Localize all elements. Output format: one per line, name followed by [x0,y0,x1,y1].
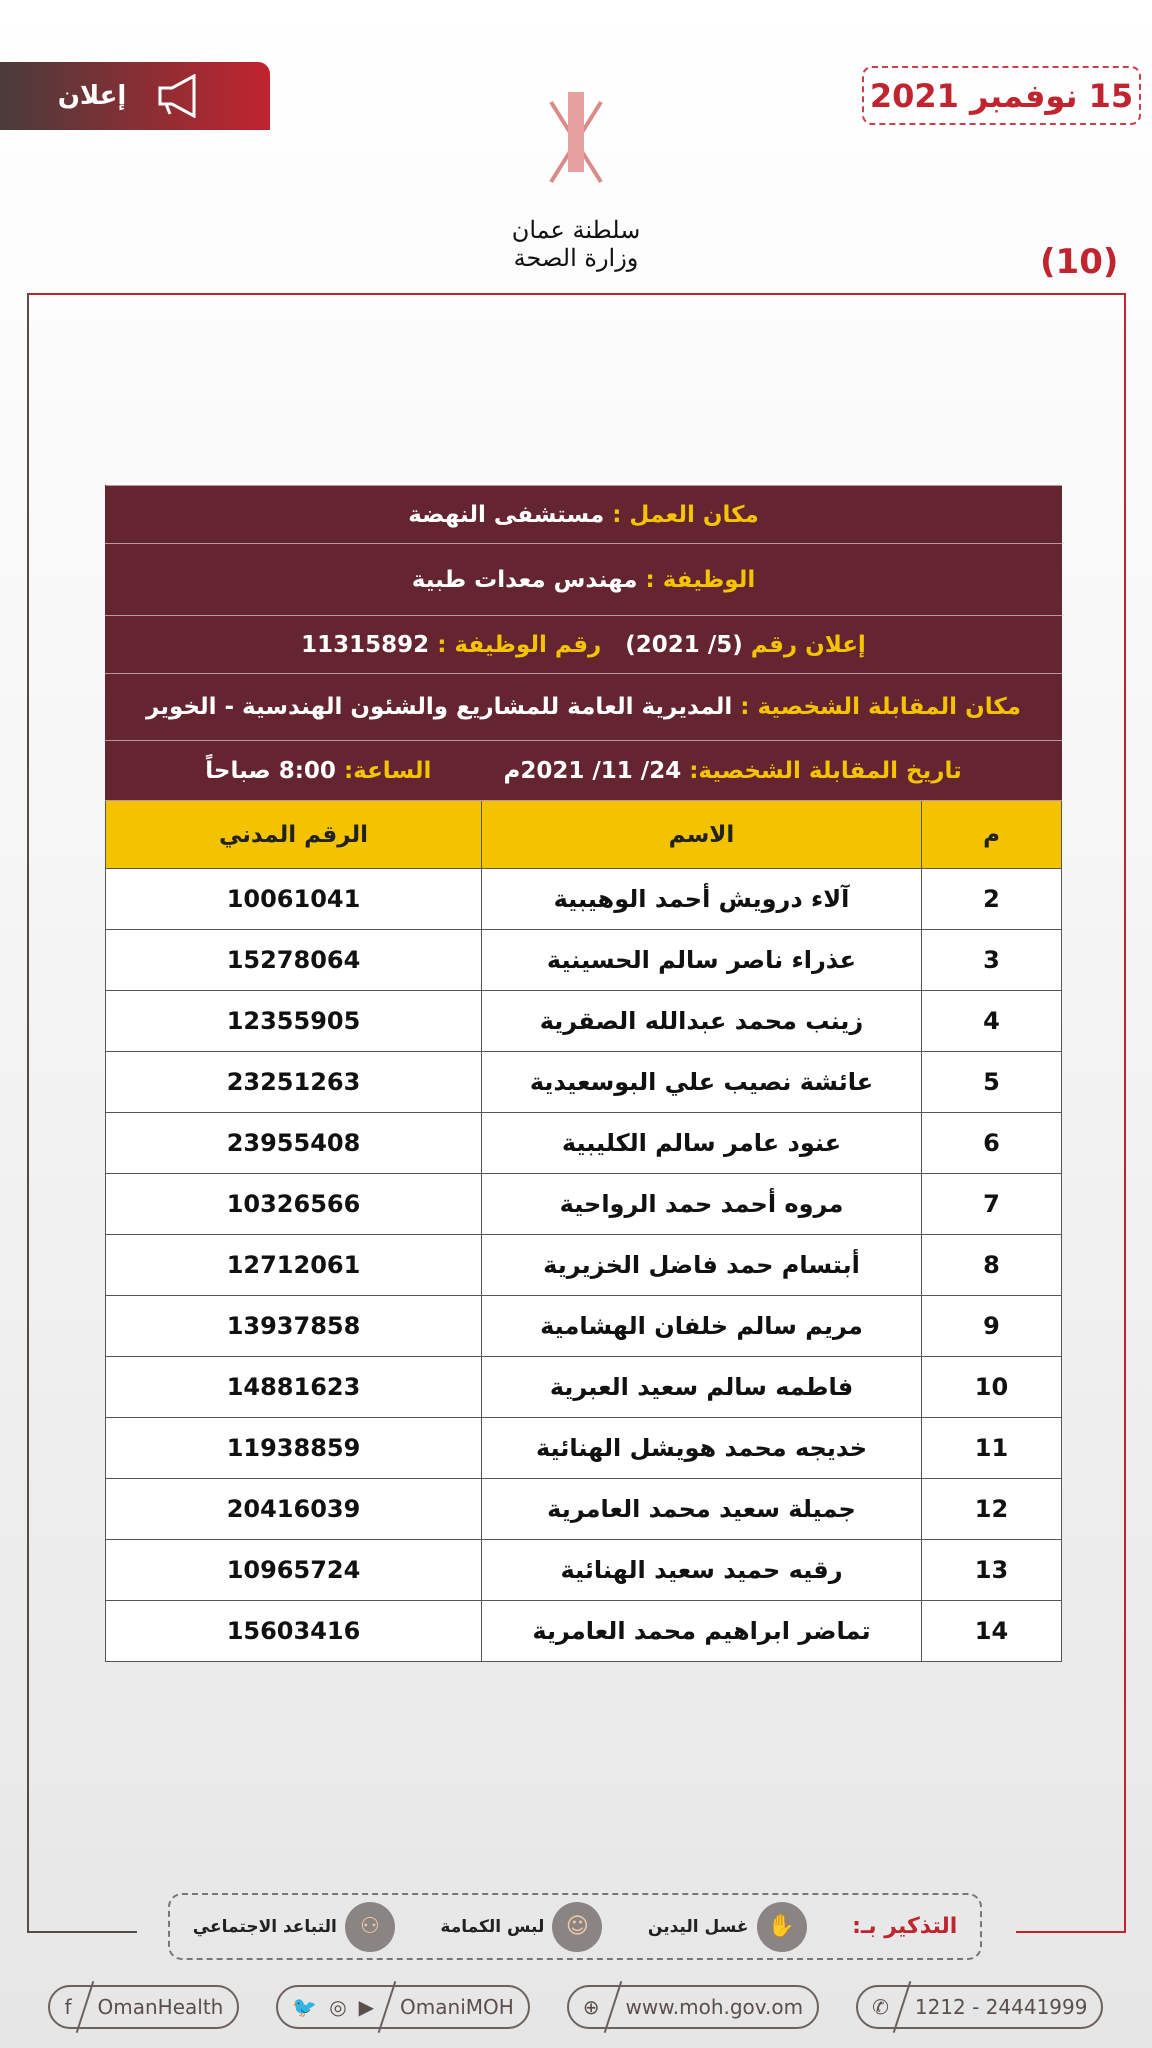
reminder-handwash [648,1902,807,1952]
cell-name: مروه أحمد حمد الرواحية [482,1174,922,1235]
facebook-link[interactable] [48,1985,239,2029]
twitter-icon: 🐦 [292,1995,318,2019]
phone-link[interactable] [856,1985,1103,2029]
cell-id: 10965724 [106,1540,482,1601]
cell-id: 23955408 [106,1113,482,1174]
cell-no: 12 [922,1479,1062,1540]
cell-name: آلاء درويش أحمد الوهيبية [482,869,922,930]
table-row [106,1113,1062,1174]
value: 24/ 11/ 2021م [503,757,682,784]
ministry-logo [486,62,666,272]
frame-divider [27,1931,137,1933]
table-row [106,1357,1062,1418]
cell-name: عنود عامر سالم الكليبية [482,1113,922,1174]
table-row [106,1174,1062,1235]
cell-id: 14881623 [106,1357,482,1418]
label: الوظيفة : [645,566,756,593]
value: المديرية العامة للمشاريع والشئون الهندسية - الخوير [146,694,733,720]
reminder-label: غسل اليدين [647,1916,749,1937]
reminder-distancing [193,1902,395,1952]
cell-no: 8 [922,1235,1062,1296]
cell-id: 15603416 [106,1601,482,1662]
label: مكان العمل : [612,501,759,528]
cell-id: 12712061 [106,1235,482,1296]
cell-id: 23251263 [106,1052,482,1113]
cell-no: 9 [922,1296,1062,1357]
ministry-line1: سلطنة عمان [511,216,641,244]
website-link[interactable] [567,1985,819,2029]
reminder-label: لبس الكمامة [440,1916,545,1937]
label: إعلان رقم [750,631,866,658]
phone-icon: ✆ [872,1995,889,2019]
handwash-icon: ✋ [757,1902,807,1952]
cell-no: 4 [922,991,1062,1052]
cell-id: 11938859 [106,1418,482,1479]
label: مكان المقابلة الشخصية : [740,694,1021,720]
value: مستشفى النهضة [408,501,605,528]
cell-name: عذراء ناصر سالم الحسينية [482,930,922,991]
announcement-row [106,616,1062,674]
oman-emblem-icon [486,62,666,212]
cell-no: 3 [922,930,1062,991]
cell-name: عائشة نصيب علي البوسعيدية [482,1052,922,1113]
instagram-icon: ◎ [329,1995,347,2019]
cell-no: 13 [922,1540,1062,1601]
social-handle: OmaniMOH [400,1995,514,2019]
cell-no: 2 [922,869,1062,930]
cell-name: أبتسام حمد فاضل الخزيرية [482,1235,922,1296]
cell-id: 15278064 [106,930,482,991]
job-row [106,544,1062,616]
table-row [106,1235,1062,1296]
ministry-line2: وزارة الصحة [513,244,639,272]
cell-id: 10326566 [106,1174,482,1235]
cell-name: زينب محمد عبدالله الصقرية [482,991,922,1052]
distancing-icon: ⚇ [345,1902,395,1952]
facebook-handle: OmanHealth [97,1995,224,2019]
label: تاريخ المقابلة الشخصية: [689,757,962,784]
cell-no: 14 [922,1601,1062,1662]
globe-icon: ⊕ [582,1995,600,2019]
badge-label: إعلان [57,81,127,111]
cell-name: فاطمه سالم سعيد العبرية [482,1357,922,1418]
cell-name: رقيه حميد سعيد الهنائية [482,1540,922,1601]
table-row [106,869,1062,930]
table-row [106,1601,1062,1662]
candidates-table [105,485,1062,1662]
announcement-badge [0,62,270,130]
website-url: www.moh.gov.om [625,1995,804,2019]
label: رقم الوظيفة : [437,631,602,658]
reminder-label: التباعد الاجتماعي [192,1916,337,1937]
table-row [106,1052,1062,1113]
header-number: م [922,801,1062,869]
cell-no: 5 [922,1052,1062,1113]
social-link[interactable] [276,1985,530,2029]
interview-place-row [106,674,1062,741]
ministry-name [486,216,666,272]
table-row [106,991,1062,1052]
table-row [106,1479,1062,1540]
cell-no: 10 [922,1357,1062,1418]
value: 8:00 صباحاً [205,757,336,784]
workplace-row [106,486,1062,544]
reminder-mask [440,1902,602,1952]
cell-no: 7 [922,1174,1062,1235]
reminder-box [168,1893,982,1960]
value: (5/ 2021) [625,631,743,658]
cell-name: خديجه محمد هويشل الهنائية [482,1418,922,1479]
table-row [106,930,1062,991]
cell-id: 13937858 [106,1296,482,1357]
cell-name: مريم سالم خلفان الهشامية [482,1296,922,1357]
header-civil-id: الرقم المدني [106,801,482,869]
frame-divider [1016,1931,1126,1933]
facebook-icon: f [64,1995,72,2019]
page-number: (10) [1040,242,1119,282]
contact-footer [0,1985,1152,2029]
value: 11315892 [301,631,430,658]
cell-id: 10061041 [106,869,482,930]
announcement-date: 15 نوفمبر 2021 [862,66,1141,125]
cell-name: تماضر ابراهيم محمد العامرية [482,1601,922,1662]
reminder-title: التذكير بـ: [852,1914,958,1939]
cell-id: 20416039 [106,1479,482,1540]
cell-no: 6 [922,1113,1062,1174]
cell-id: 12355905 [106,991,482,1052]
table-row [106,1418,1062,1479]
value: مهندس معدات طبية [411,566,638,593]
megaphone-icon [152,74,212,118]
cell-name: جميلة سعيد محمد العامرية [482,1479,922,1540]
interview-date-row [106,741,1062,801]
table-row [106,1540,1062,1601]
cell-no: 11 [922,1418,1062,1479]
label: الساعة: [343,757,432,784]
header-name: الاسم [482,801,922,869]
table-row [106,1296,1062,1357]
mask-icon: ☺ [552,1902,602,1952]
youtube-icon: ▶ [358,1995,375,2019]
phone-number: 1212 - 24441999 [914,1995,1088,2019]
